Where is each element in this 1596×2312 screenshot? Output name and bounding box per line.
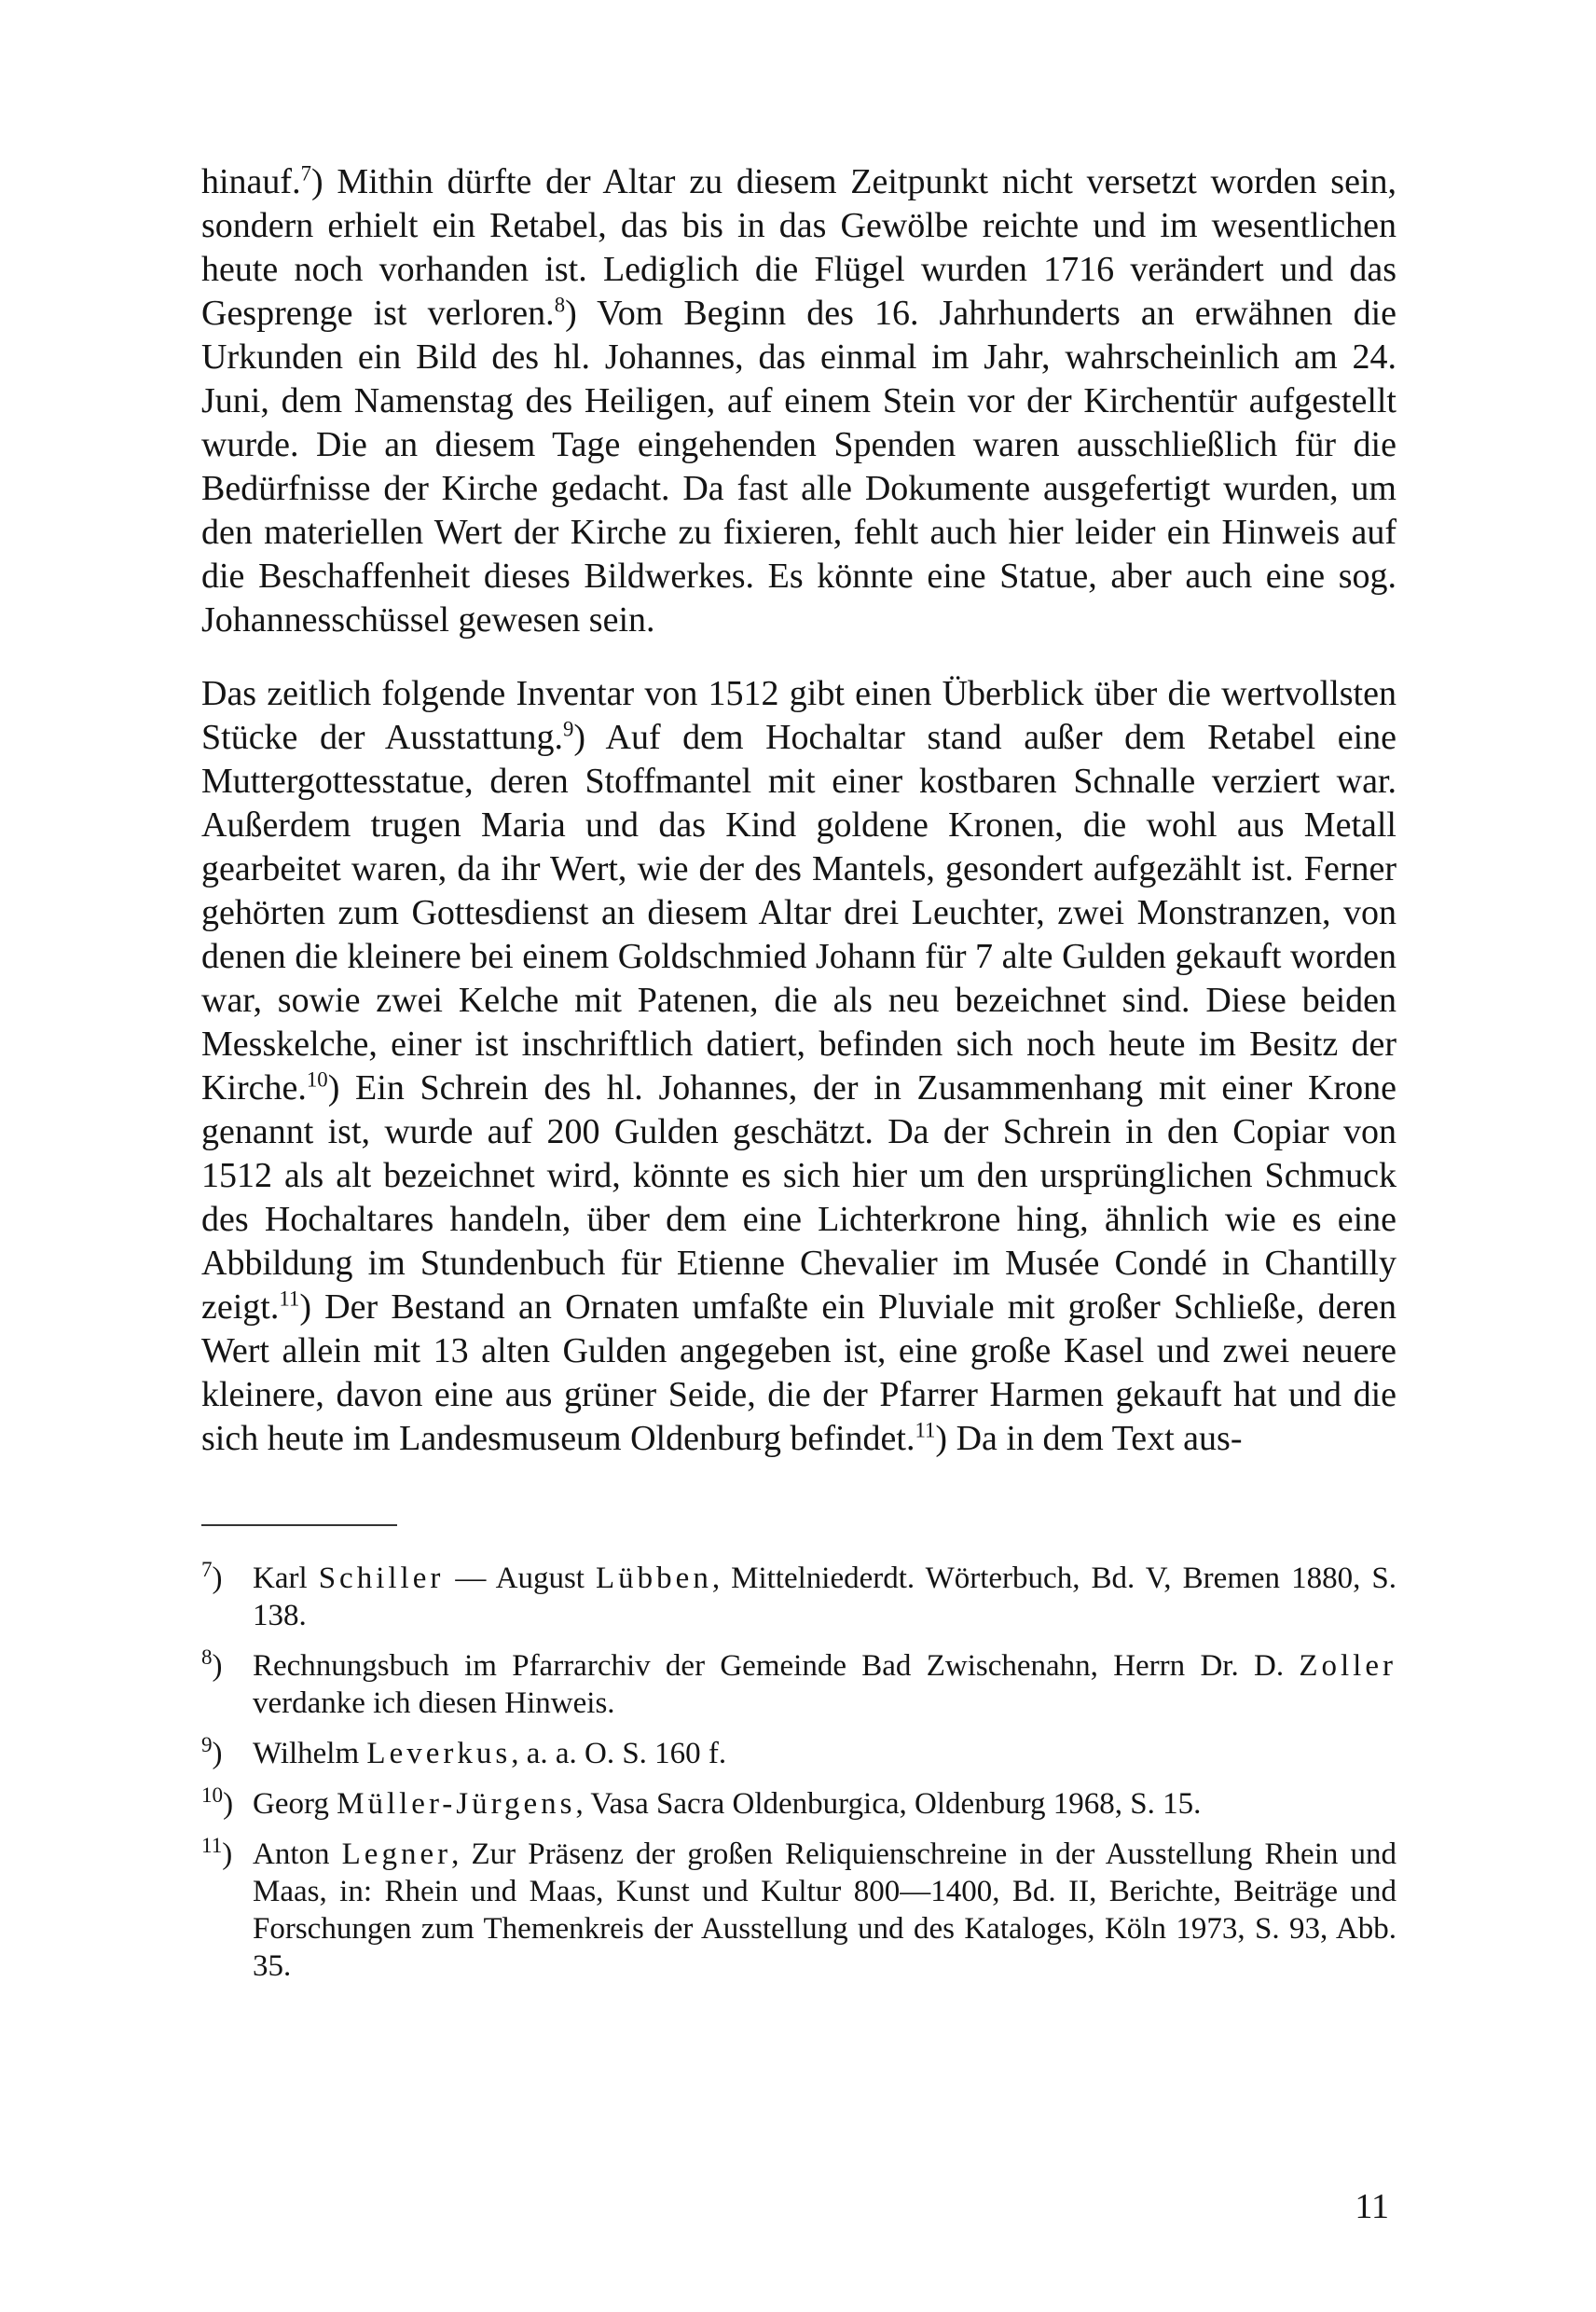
footnote-reference: 9 [563, 717, 574, 741]
footnote-mark: $^{10}$) [201, 1782, 234, 1821]
paragraph [201, 672, 1396, 1461]
footnote-text [253, 1735, 1396, 1772]
footnote-mark: $^7$) [201, 1557, 223, 1595]
footnote-text-segment: Wilhelm [253, 1737, 367, 1770]
author-name: Leverkus [366, 1737, 512, 1770]
paragraph-text: Das zeitlich folgende Inventar von 1512 gibt einen Überblick über die wertvollsten Stücke der Ausstattung. [201, 674, 1396, 757]
footnote-text-segment: verdanke ich diesen Hinweis. [253, 1686, 615, 1720]
page-number: 11 [1355, 2187, 1389, 2226]
author-name: Zoller [1299, 1649, 1396, 1683]
footnote-text-segment: Georg [253, 1787, 337, 1821]
author-name: Müller-Jürgens [337, 1787, 576, 1821]
paragraph [201, 160, 1396, 642]
paragraph-text: hinauf. [201, 162, 301, 201]
footnote-text [253, 1560, 1396, 1634]
footnote-reference: 11 [279, 1287, 300, 1311]
footnote-text-segment: , a. a. O. S. 160 f. [511, 1737, 727, 1770]
footnote-text-segment: , Vasa Sacra Oldenburgica, Oldenburg 1968, S. 15. [575, 1787, 1202, 1821]
footnote [201, 1833, 1396, 1985]
footnote-reference: 8 [554, 293, 566, 317]
body-text [201, 160, 1396, 1461]
footnote-text [253, 1836, 1396, 1985]
footnote-number: 8 [201, 1645, 213, 1669]
paragraph-text: ) Auf dem Hochaltar stand außer dem Retabel eine Muttergottesstatue, deren Stoffmantel mit einer kostbaren Schnalle verziert war. Außerdem trugen Maria und das Kind goldene Kronen, die wohl aus Metall gearbeitet waren, da ihr Wert, wie der des Mantels, gesondert aufgezählt ist. Ferner gehörten zum Gottesdienst an diesem Altar drei Leuchter, zwei Monstranzen, von denen die kleinere bei einem Goldschmied Johann für 7 alte Gulden gekauft worden war, sowie zwei Kelche mit Patenen, die als neu bezeichnet sind. Diese beiden Messkelche, einer ist inschriftlich datiert, befinden sich noch heute im Besitz der Kirche. [201, 718, 1397, 1108]
footnote-text-segment: , Mittelniederdt. Wörterbuch, Bd. V, Bremen 1880, S. 138. [253, 1562, 1396, 1632]
paragraph-text: ) Ein Schrein des hl. Johannes, der in Zusammenhang mit einer Krone genannt ist, wurde auf 200 Gulden geschätzt. Da der Schrein in den Copiar von 1512 als alt bezeichnet wird, könnte es sich hier um den ursprünglichen Schmuck des Hochaltares handeln, über dem eine Lichterkrone hing, ähnlich wie es eine Abbildung im Stundenbuch für Etienne Chevalier im Musée Condé in Chantilly zeigt. [201, 1068, 1396, 1327]
page-body [201, 160, 1396, 1998]
footnote [201, 1647, 1396, 1722]
author-name: Legner [341, 1837, 452, 1871]
footnote [201, 1782, 1396, 1823]
footnote-number: 7 [201, 1557, 213, 1581]
footnote-text-segment: Karl [253, 1562, 319, 1595]
footnote-text-segment: Rechnungsbuch im Pfarrarchiv der Gemeinde Bad Zwischenahn, Herrn Dr. D. [253, 1649, 1300, 1683]
footnote-reference: 11 [915, 1418, 936, 1442]
footnotes [201, 1557, 1396, 1985]
author-name: Schiller [318, 1562, 445, 1595]
footnote-mark: $^8$) [201, 1645, 223, 1683]
footnote-reference: 10 [306, 1067, 328, 1092]
footnote-reference: 7 [300, 161, 311, 186]
paragraph-text: ) Mithin dürfte der Altar zu diesem Zeitpunkt nicht versetzt worden sein, sondern erhielt ein Retabel, das bis in das Gewölbe reichte und im wesentlichen heute noch vorhanden ist. Lediglich die Flügel wurden 1716 verändert und das Gesprenge ist verloren. [201, 162, 1396, 333]
footnote-number: 10 [201, 1782, 224, 1807]
footnote-mark: $^9$) [201, 1732, 223, 1770]
paragraph-text: ) Vom Beginn des 16. Jahrhunderts an erwähnen die Urkunden ein Bild des hl. Johannes, das einmal im Jahr, wahrscheinlich am 24. Juni, dem Namenstag des Heiligen, auf einem Stein vor der Kirchentür aufgestellt wurde. Die an diesem Tage eingehenden Spenden waren ausschließlich für die Bedürfnisse der Kirche gedacht. Da fast alle Dokumente ausgefertigt wurden, um den materiellen Wert der Kirche zu fixieren, fehlt auch hier leider ein Hinweis auf die Beschaffenheit dieses Bildwerkes. Es könnte eine Statue, aber auch eine sog. Johannesschüssel gewesen sein. [201, 294, 1396, 640]
footnote-text-segment: — August [444, 1562, 597, 1595]
footnote-text [253, 1785, 1396, 1823]
footnote-text [253, 1647, 1396, 1722]
footnote-number: 11 [201, 1833, 223, 1857]
paragraph-text: ) Da in dem Text aus- [935, 1419, 1243, 1458]
footnote-text-segment: , Zur Präsenz der großen Reliquienschreine in der Ausstellung Rhein und Maas, in: Rhein und Maas, Kunst und Kultur 800—1400, Bd. II, Berichte, Beiträge und Forschungen zum Themenkreis der Ausstellung und des Kataloges, Köln 1973, S. 93, Abb. 35. [253, 1837, 1396, 1983]
footnote-mark: $^{11}$) [201, 1833, 233, 1871]
footnote-separator [201, 1524, 397, 1526]
footnote-number: 9 [201, 1732, 213, 1756]
footnote [201, 1732, 1396, 1772]
footnote [201, 1557, 1396, 1634]
paragraph-text: ) Der Bestand an Ornaten umfaßte ein Pluviale mit großer Schließe, deren Wert allein mit 13 alten Gulden angegeben ist, eine große Kasel und zwei neuere kleinere, davon eine aus grüner Seide, die der Pfarrer Harmen gekauft hat und die sich heute im Landesmuseum Oldenburg befindet. [201, 1287, 1396, 1458]
author-name: Lübben [596, 1562, 712, 1595]
footnote-text-segment: Anton [253, 1837, 342, 1871]
